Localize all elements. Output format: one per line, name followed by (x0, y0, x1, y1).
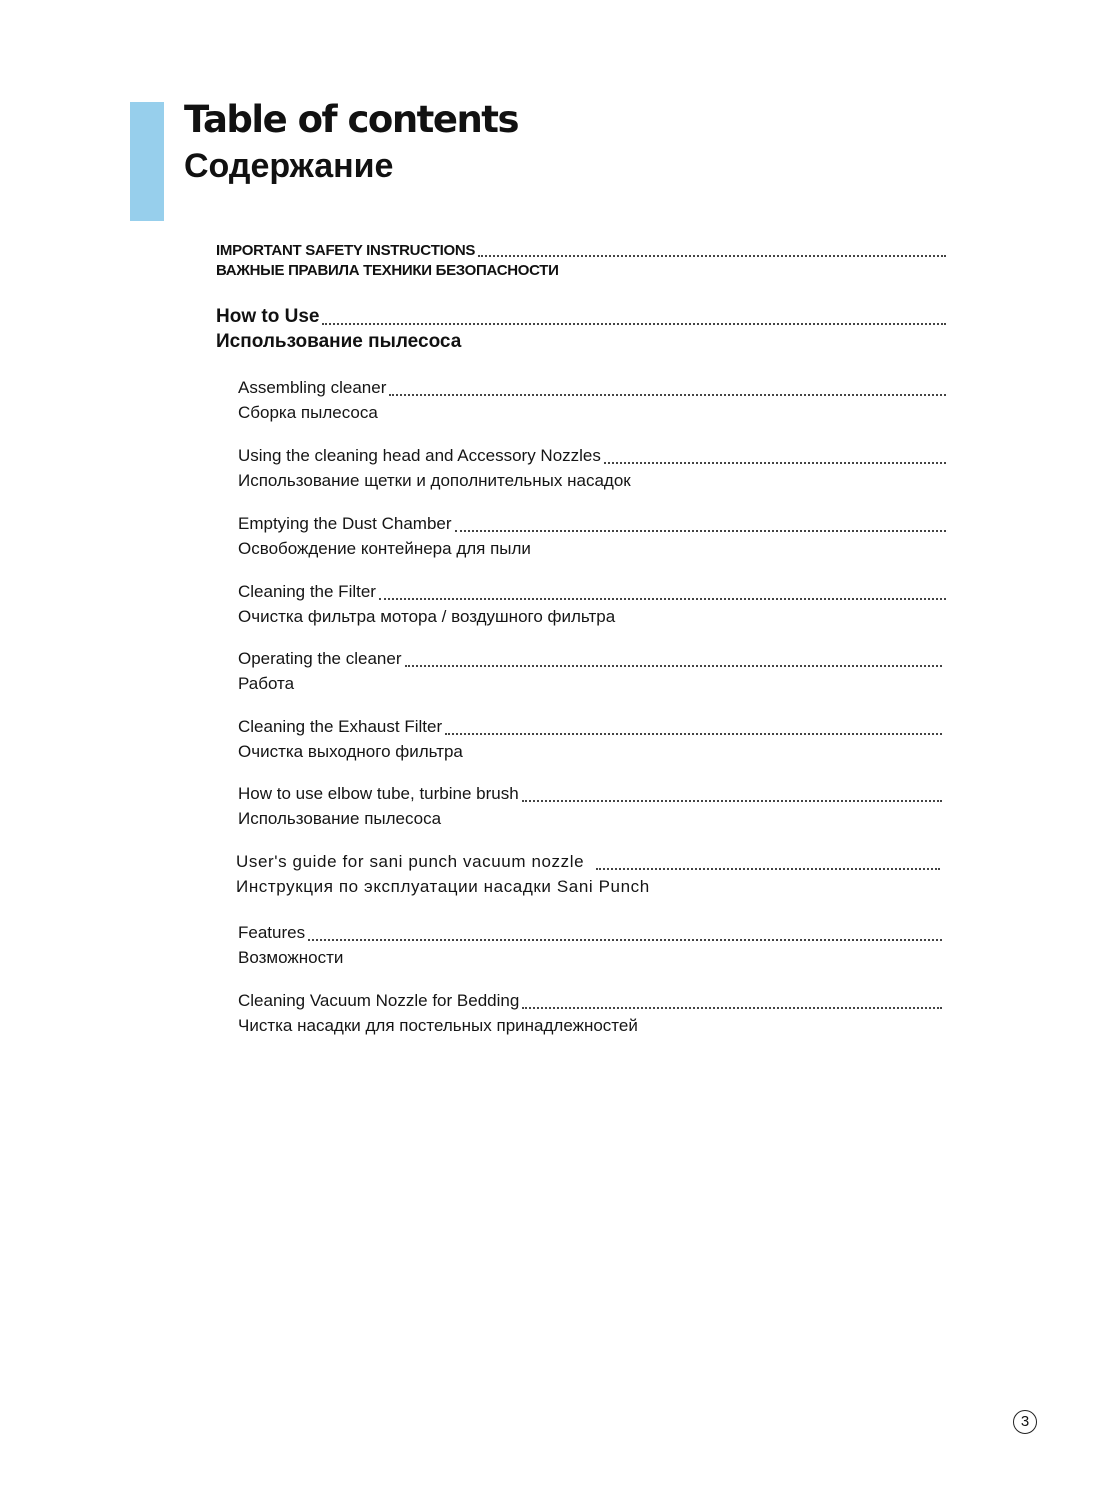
toc-entry-label-ru: Инструкция по эксплуатации насадки Sani Punch (236, 877, 650, 896)
toc-entry-label: Cleaning Vacuum Nozzle for Bedding (238, 991, 520, 1010)
dot-leader (522, 800, 942, 802)
page-title-ru: Содержание (184, 147, 394, 185)
toc-entry-label-ru: Использование щетки и дополнительных насадок (238, 471, 631, 490)
toc-entry-label: How to Use (216, 306, 320, 327)
toc-entry-label-ru: Очистка фильтра мотора / воздушного фильтра (238, 607, 616, 626)
toc-entry-elbow-tube[interactable] (238, 782, 942, 831)
toc-entry-label: Cleaning the Filter (238, 582, 376, 601)
dot-leader (596, 868, 940, 870)
dot-leader (379, 598, 946, 600)
page-number: 3 (1013, 1410, 1037, 1434)
dot-leader (322, 323, 946, 325)
page-title: Table of contents (184, 98, 519, 141)
dot-leader (405, 665, 943, 667)
toc-entry-exhaust-filter[interactable] (238, 715, 942, 764)
toc-entry-features[interactable] (238, 921, 942, 970)
toc-entry-label: Operating the cleaner (238, 649, 402, 668)
dot-leader (478, 255, 946, 257)
dot-leader (445, 733, 942, 735)
toc-entry-label: IMPORTANT SAFETY INSTRUCTIONS (216, 242, 476, 259)
toc-entry-label: Using the cleaning head and Accessory Nozzles (238, 446, 601, 465)
dot-leader (522, 1007, 942, 1009)
toc-entry-label: Assembling cleaner (238, 378, 387, 397)
toc-entry-label-ru: Освобождение контейнера для пыли (238, 539, 531, 558)
dot-leader (308, 939, 942, 941)
toc-entry-operating[interactable] (238, 647, 942, 696)
toc-entry-label-ru: Очистка выходного фильтра (238, 742, 463, 761)
toc-entry-dust-chamber[interactable] (238, 512, 946, 561)
toc-entry-cleaning-filter[interactable] (238, 580, 946, 629)
toc-entry-sani-punch[interactable] (236, 850, 940, 899)
toc-entry-label-ru: Работа (238, 674, 295, 693)
toc-entry-label-ru: ВАЖНЫЕ ПРАВИЛА ТЕХНИКИ БЕЗОПАСНОСТИ (216, 262, 559, 279)
toc-entry-label: User's guide for sani punch vacuum nozzle (236, 852, 585, 871)
dot-leader (455, 530, 946, 532)
toc-entry-label: Cleaning the Exhaust Filter (238, 717, 443, 736)
toc-entry-label-ru: Использование пылесоса (238, 809, 442, 828)
accent-bar (130, 102, 164, 221)
toc-entry-label: Emptying the Dust Chamber (238, 514, 452, 533)
toc-entry-label-ru: Использование пылесоса (216, 331, 462, 352)
toc-entry-assembling[interactable] (238, 376, 946, 425)
toc-entry-cleaning-head[interactable] (238, 444, 946, 493)
dot-leader (389, 394, 946, 396)
toc-entry-label-ru: Чистка насадки для постельных принадлежностей (238, 1016, 638, 1035)
toc-entry-label: Features (238, 923, 306, 942)
dot-leader (604, 462, 946, 464)
toc-entry-bedding-nozzle[interactable] (238, 989, 942, 1038)
toc-entry-label-ru: Возможности (238, 948, 344, 967)
toc-entry-how-to-use[interactable] (216, 304, 946, 354)
toc-entry-label: How to use elbow tube, turbine brush (238, 784, 519, 803)
toc-entry-label-ru: Сборка пылесоса (238, 403, 378, 422)
toc-entry-safety[interactable] (216, 241, 946, 281)
